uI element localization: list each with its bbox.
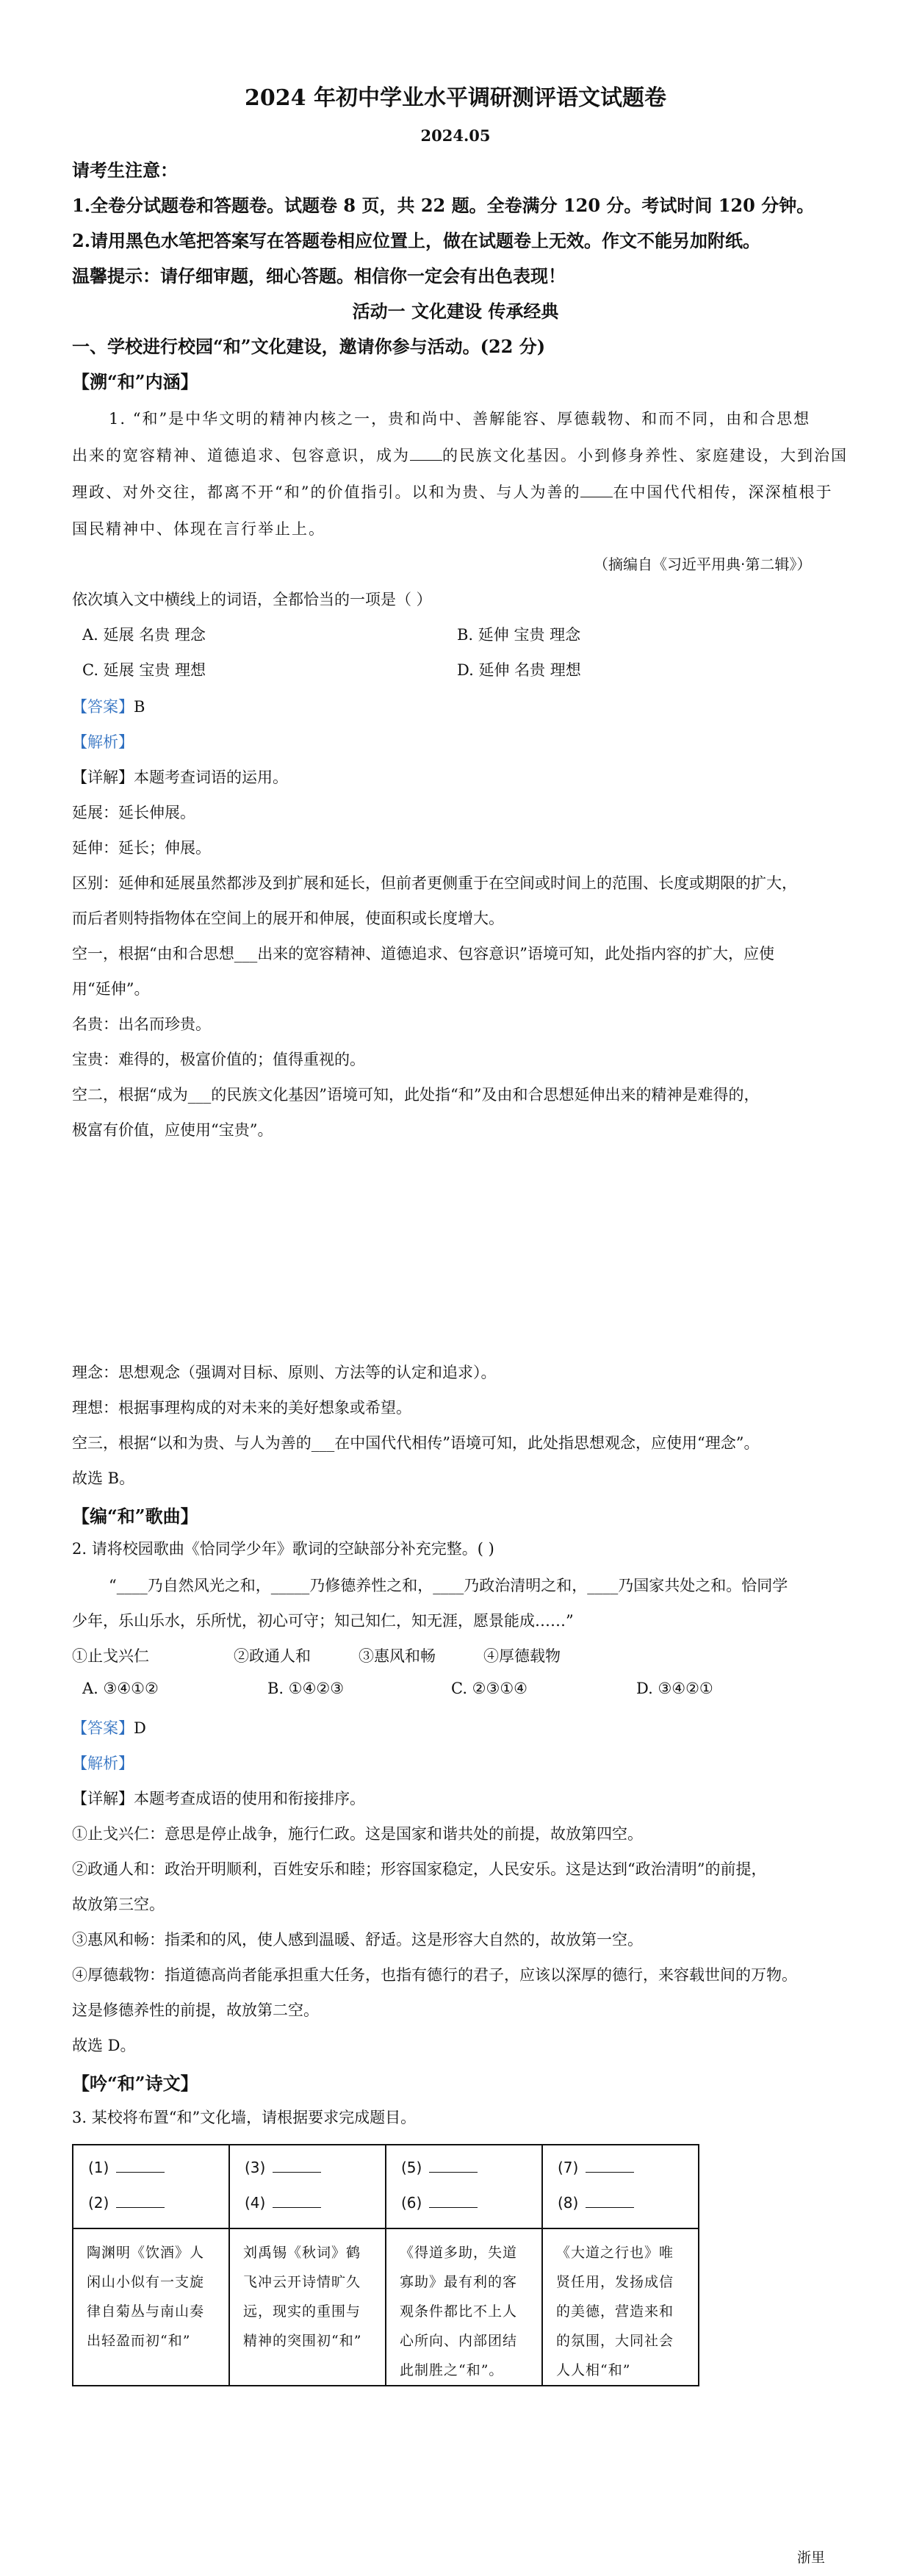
q3-text-cell <box>229 2228 386 2386</box>
q3-heading: 【吟“和”诗文】 <box>72 2073 198 2094</box>
q2-option-a: A. ③④①② <box>82 1680 159 1697</box>
q3-slot-cell <box>386 2145 542 2228</box>
q1-detail-line: 延伸：延长；伸展。 <box>72 839 211 857</box>
answer-line[interactable] <box>273 2159 321 2173</box>
answer-line[interactable] <box>586 2159 634 2173</box>
q2-detail-line: 故选 D。 <box>72 2037 136 2054</box>
answer-line[interactable] <box>586 2194 634 2208</box>
q2-option-c: C. ②③①④ <box>451 1680 527 1697</box>
q3-cell-text: 陶渊明《饮酒》人闲山小似有一支旋律自菊丛与南山奏出轻盈而初“和” <box>87 2245 205 2349</box>
q2-choice: ③惠风和畅 <box>359 1647 436 1665</box>
q1-detail-line: 故选 B。 <box>72 1469 135 1487</box>
q1-blank-2 <box>410 445 442 461</box>
q2-stem: 2. 请将校园歌曲《恰同学少年》歌词的空缺部分补充完整。( ) <box>72 1540 494 1558</box>
analysis-tag: 【解析】 <box>72 733 134 751</box>
q3-slot-cell <box>542 2145 699 2228</box>
q3-slot: (4) <box>245 2194 385 2212</box>
q1-detail-line: 理念：思想观念（强调对目标、原则、方法等的认定和追求）。 <box>72 1364 497 1381</box>
answer-value: B <box>134 698 145 716</box>
q1-answer <box>72 695 145 717</box>
q2-detail-line: ②政通人和：政治开明顺利，百姓安乐和睦；形容国家稳定，人民安乐。这是达到“政治清明”的前提， <box>72 1860 767 1878</box>
answer-tag: 【答案】 <box>72 1719 134 1737</box>
q3-slot: (8) <box>558 2194 698 2212</box>
exam-date: 2024.05 <box>420 126 491 145</box>
q1-detail-line: 空三，根据“以和为贵、与人为善的___在中国代代相传”语境可知，此处指思想观念，应使用“理念”。 <box>72 1434 760 1452</box>
q1-passage-line: 国民精神中、体现在言行举止上。 <box>72 520 325 538</box>
q2-choice: ④厚德载物 <box>483 1647 561 1665</box>
q1-detail-line: 空一，根据“由和合思想___出来的宽容精神、道德追求、包容意识”语境可知，此处指内容的扩大，应使 <box>72 945 774 963</box>
q3-slot-cell <box>229 2145 386 2228</box>
q3-stem: 3. 某校将布置“和”文化墙，请根据要求完成题目。 <box>72 2109 417 2126</box>
q1-detail-line: 理想：根据事理构成的对未来的美好想象或希望。 <box>72 1399 411 1417</box>
q2-detail-line: 这是修德养性的前提，故放第二空。 <box>72 2001 319 2019</box>
q1-detail-line: 而后者则特指物体在空间上的展开和伸展，使面积或长度增大。 <box>72 910 504 927</box>
q1-passage-fragment: 出来的宽容精神、道德追求、包容意识，成为 <box>72 447 410 464</box>
q2-answer <box>72 1716 146 1738</box>
q1-option-b: B. 延伸 宝贵 理念 <box>457 626 581 644</box>
activity-title: 活动一 文化建设 传承经典 <box>352 301 559 322</box>
q3-slot-cell <box>73 2145 229 2228</box>
notice-item-2: 2.请用黑色水笔把答案写在答题卷相应位置上，做在试题卷上无效。作文不能另加附纸。 <box>72 230 761 251</box>
q1-passage-fragment: 理政、对外交往，都离不开“和”的价值指引。以和为贵、与人为善的 <box>72 483 581 501</box>
answer-value: D <box>134 1719 146 1737</box>
notice-item-1: 1.全卷分试题卷和答题卷。试题卷 8 页，共 22 题。全卷满分 120 分。考试时间 120 分钟。 <box>72 195 815 216</box>
q1-option-c: C. 延展 宝贵 理想 <box>82 661 206 679</box>
q1-detail-line: 用“延伸”。 <box>72 980 150 998</box>
q2-detail-line: 【详解】本题考查成语的使用和衔接排序。 <box>72 1790 365 1807</box>
q1-passage-line <box>72 444 848 466</box>
q1-detail-line: 延展：延长伸展。 <box>72 804 195 821</box>
page-footer: 浙里 <box>797 2550 826 2566</box>
q2-detail-line: 故放第三空。 <box>72 1896 165 1913</box>
answer-tag: 【答案】 <box>72 698 134 716</box>
q1-passage-fragment: 在中国代代相传，深深植根于 <box>613 483 833 501</box>
q1-detail-line: 【详解】本题考查词语的运用。 <box>72 769 288 786</box>
q2-detail-line: ③惠风和畅：指柔和的风，使人感到温暖、舒适。这是形容大自然的，故放第一空。 <box>72 1931 643 1949</box>
q1-passage-line <box>72 481 832 503</box>
q2-heading: 【编“和”歌曲】 <box>72 1505 198 1527</box>
notice-tip: 温馨提示：请仔细审题，细心答题。相信你一定会有出色表现！ <box>72 265 566 287</box>
q2-detail-line: ①止戈兴仁：意思是停止战争，施行仁政。这是国家和谐共处的前提，故放第四空。 <box>72 1825 643 1843</box>
q2-option-b: B. ①④②③ <box>267 1680 345 1697</box>
q3-slot: (7) <box>558 2159 698 2176</box>
q1-detail-line: 空二，根据“成为___的民族文化基因”语境可知，此处指“和”及由和合思想延伸出来的精神是难得的， <box>72 1086 760 1104</box>
q2-choice: ①止戈兴仁 <box>72 1647 149 1665</box>
q3-slot: (1) <box>88 2159 228 2176</box>
q3-cell-text: 《得道多助，失道寡助》最有利的客观条件都比不上人心所向、内部团结此制胜之“和”。 <box>400 2245 518 2378</box>
q2-lyric-line: “____乃自然风光之和，_____乃修德养性之和，____乃政治清明之和，____乃国家共处之和。恰同学 <box>109 1577 788 1594</box>
q3-slot: (6) <box>401 2194 541 2212</box>
q1-passage-fragment: 的民族文化基因。小到修身养性、家庭建设，大到治国 <box>442 447 848 464</box>
q1-detail-line: 区别：延伸和延展虽然都涉及到扩展和延长，但前者更侧重于在空间或时间上的范围、长度或期限的扩大， <box>72 874 797 892</box>
q1-citation: （摘编自《习近平用典·第二辑》） <box>594 555 812 573</box>
q2-choice: ②政通人和 <box>234 1647 311 1665</box>
answer-line[interactable] <box>429 2159 478 2173</box>
q1-detail-line: 宝贵：难得的，极富价值的；值得重视的。 <box>72 1051 365 1068</box>
q1-heading: 【溯“和”内涵】 <box>72 371 198 392</box>
q3-slot: (2) <box>88 2194 228 2212</box>
q2-lyric-line: 少年，乐山乐水，乐所忧，初心可守；知己知仁，知无涯，愿景能成……” <box>72 1612 574 1630</box>
q1-option-d: D. 延伸 名贵 理想 <box>457 661 581 679</box>
notice-heading: 请考生注意： <box>72 159 178 181</box>
q1-detail-line: 名贵：出名而珍贵。 <box>72 1015 211 1033</box>
q3-cell-text: 刘禹锡《秋词》鹤飞冲云开诗情旷久远，现实的重围与精神的突围初“和” <box>243 2245 362 2349</box>
answer-line[interactable] <box>273 2194 321 2208</box>
answer-line[interactable] <box>116 2194 165 2208</box>
q3-text-cell <box>386 2228 542 2386</box>
q1-detail-line: 极富有价值，应使用“宝贵”。 <box>72 1121 273 1139</box>
exam-title: 2024 年初中学业水平调研测评语文试题卷 <box>245 85 666 111</box>
q3-slot: (5) <box>401 2159 541 2176</box>
section-heading: 一、学校进行校园“和”文化建设，邀请你参与活动。(22 分) <box>72 336 546 357</box>
answer-line[interactable] <box>429 2194 478 2208</box>
q3-answer-table <box>72 2144 699 2386</box>
q1-stem: 依次填入文中横线上的词语，全都恰当的一项是（ ） <box>72 591 432 608</box>
q2-option-d: D. ③④②① <box>636 1680 713 1697</box>
q3-text-cell <box>542 2228 699 2386</box>
q3-slot: (3) <box>245 2159 385 2176</box>
q3-text-cell <box>73 2228 229 2386</box>
analysis-tag: 【解析】 <box>72 1755 134 1772</box>
q3-cell-text: 《大道之行也》唯贤任用，发扬成信的美德，营造来和的氛围，大同社会人人相“和” <box>556 2245 674 2378</box>
answer-line[interactable] <box>116 2159 165 2173</box>
q1-passage-line: 1. “和”是中华文明的精神内核之一，贵和尚中、善解能容、厚德载物、和而不同，由和合思想 <box>109 410 811 428</box>
q1-option-a: A. 延展 名贵 理念 <box>82 626 206 644</box>
q1-blank-3 <box>580 482 613 497</box>
q2-detail-line: ④厚德载物：指道德高尚者能承担重大任务，也指有德行的君子，应该以深厚的德行，来容载世间的万物。 <box>72 1966 797 1984</box>
